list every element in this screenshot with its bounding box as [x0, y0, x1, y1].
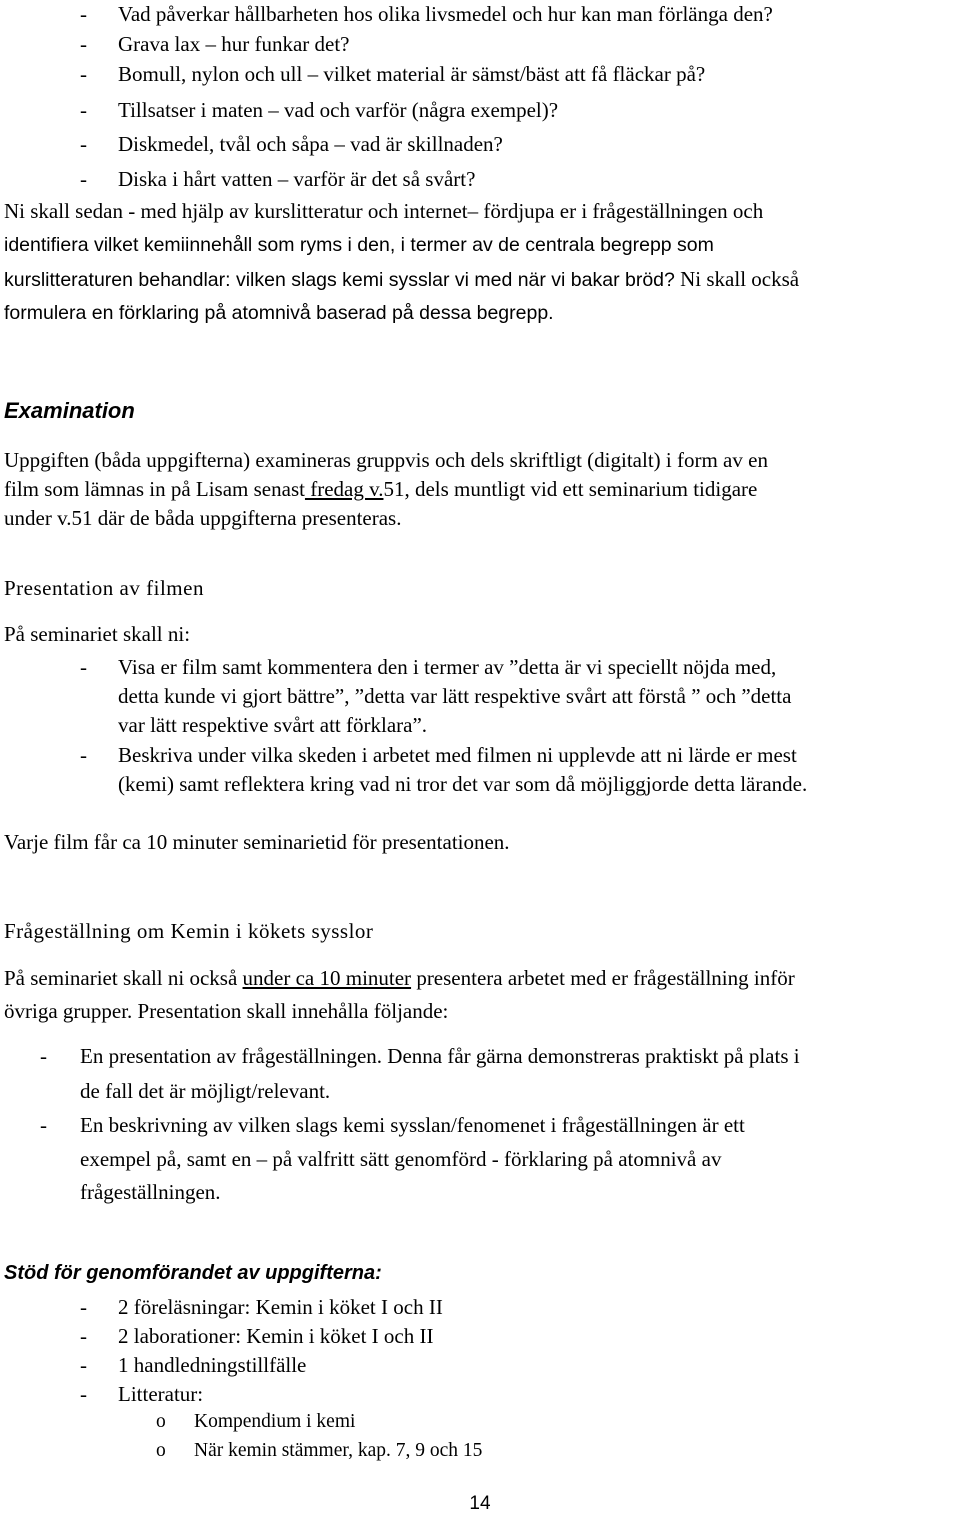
intro-line: identifiera vilket kemiinnehåll som ryms i den, i termer av de centrala begrepp som	[4, 234, 714, 256]
presentation-intro: På seminariet skall ni:	[4, 622, 191, 646]
list-dash: -	[80, 62, 87, 86]
topic-item: Diskmedel, tvål och såpa – vad är skillnaden?	[118, 132, 503, 156]
question-bullet-line: En beskrivning av vilken slags kemi sysslan/fenomenet i frågeställningen är ett	[80, 1113, 745, 1137]
intro-line: Ni skall sedan - med hjälp av kurslitteratur och internet– fördjupa er i frågeställningen och	[4, 199, 764, 223]
page-number: 14	[469, 1493, 491, 1514]
support-item: 2 föreläsningar: Kemin i köket I och II	[118, 1295, 443, 1319]
presentation-bullet-line: var lätt respektive svårt att förklara”.	[118, 713, 428, 737]
sub-bullet-marker: o	[156, 1411, 166, 1432]
intro-paragraph	[4, 194, 956, 330]
intro-line: formulera en förklaring på atomnivå baserad på dessa begrepp.	[4, 302, 554, 324]
presentation-time-note: Varje film får ca 10 minuter seminarietid för presentationen.	[4, 830, 510, 854]
question-text: På seminariet skall ni också	[4, 966, 243, 990]
list-dash: -	[80, 655, 87, 679]
question-bullet-line: En presentation av frågeställningen. Denna får gärna demonstreras praktiskt på plats i	[80, 1044, 800, 1068]
examination-line: under v.51 där de båda uppgifterna presenteras.	[4, 506, 402, 530]
sub-bullet-marker: o	[156, 1440, 166, 1461]
list-dash: -	[80, 2, 87, 26]
list-dash: -	[80, 1324, 87, 1348]
presentation-bullet-line: Visa er film samt kommentera den i termer av ”detta är vi speciellt nöjda med,	[118, 655, 777, 679]
examination-line: Uppgiften (båda uppgifterna) examineras gruppvis och dels skriftligt (digitalt) i form av en	[4, 448, 768, 472]
examination-deadline-underlined: fredag v.	[304, 477, 384, 501]
question-bullet-line: de fall det är möjligt/relevant.	[80, 1079, 331, 1103]
presentation-bullet-line: Beskriva under vilka skeden i arbetet med filmen ni upplevde att ni lärde er mest	[118, 743, 797, 767]
question-bullet-line: exempel på, samt en – på valfritt sätt genomförd - förklaring på atomnivå av	[80, 1147, 722, 1171]
examination-heading: Examination	[4, 398, 135, 423]
support-item: Litteratur:	[118, 1382, 204, 1406]
intro-text-sans: kurslitteraturen behandlar: vilken slags kemi sysslar vi med när vi bakar bröd?	[4, 269, 675, 291]
list-dash: -	[80, 743, 87, 767]
topic-item: Diska i hårt vatten – varför är det så svårt?	[118, 167, 476, 191]
support-heading: Stöd för genomförandet av uppgifterna:	[4, 1262, 382, 1284]
examination-text: film som lämnas in på Lisam senast	[4, 477, 305, 501]
list-dash: -	[80, 132, 87, 156]
literature-item: Kompendium i kemi	[194, 1411, 356, 1432]
list-dash: -	[80, 32, 87, 56]
list-dash: -	[80, 98, 87, 122]
list-dash: -	[80, 167, 87, 191]
question-heading: Frågeställning om Kemin i kökets sysslor	[4, 919, 374, 943]
examination-text: 51, dels muntligt vid ett seminarium tidigare	[383, 477, 758, 501]
intro-text-serif: Ni skall också	[674, 267, 800, 291]
presentation-bullet-line: (kemi) samt reflektera kring vad ni tror det var som då möjliggjorde detta lärande.	[118, 772, 808, 796]
question-time-underlined: under ca 10 minuter	[242, 966, 412, 990]
topic-item: Tillsatser i maten – vad och varför (några exempel)?	[118, 98, 559, 122]
question-text: presentera arbetet med er frågeställning inför	[411, 966, 795, 990]
support-item: 1 handledningstillfälle	[118, 1353, 307, 1377]
topic-item: Bomull, nylon och ull – vilket material är sämst/bäst att få fläckar på?	[118, 62, 706, 86]
intro-line	[4, 262, 956, 296]
topic-item: Vad påverkar hållbarheten hos olika livsmedel och hur kan man förlänga den?	[118, 2, 773, 26]
list-dash: -	[80, 1295, 87, 1319]
question-line	[4, 964, 795, 992]
list-dash: -	[40, 1044, 47, 1068]
literature-item: När kemin stämmer, kap. 7, 9 och 15	[194, 1440, 483, 1461]
presentation-heading: Presentation av filmen	[4, 576, 204, 600]
list-dash: -	[40, 1113, 47, 1137]
question-bullet-line: frågeställningen.	[80, 1180, 221, 1204]
topic-item: Grava lax – hur funkar det?	[118, 32, 350, 56]
examination-line	[4, 475, 757, 503]
question-line: övriga grupper. Presentation skall innehålla följande:	[4, 999, 449, 1023]
presentation-bullet-line: detta kunde vi gjort bättre”, ”detta var lätt respektive svårt att förstå ” och ”detta	[118, 684, 792, 708]
list-dash: -	[80, 1382, 87, 1406]
support-item: 2 laborationer: Kemin i köket I och II	[118, 1324, 434, 1348]
list-dash: -	[80, 1353, 87, 1377]
